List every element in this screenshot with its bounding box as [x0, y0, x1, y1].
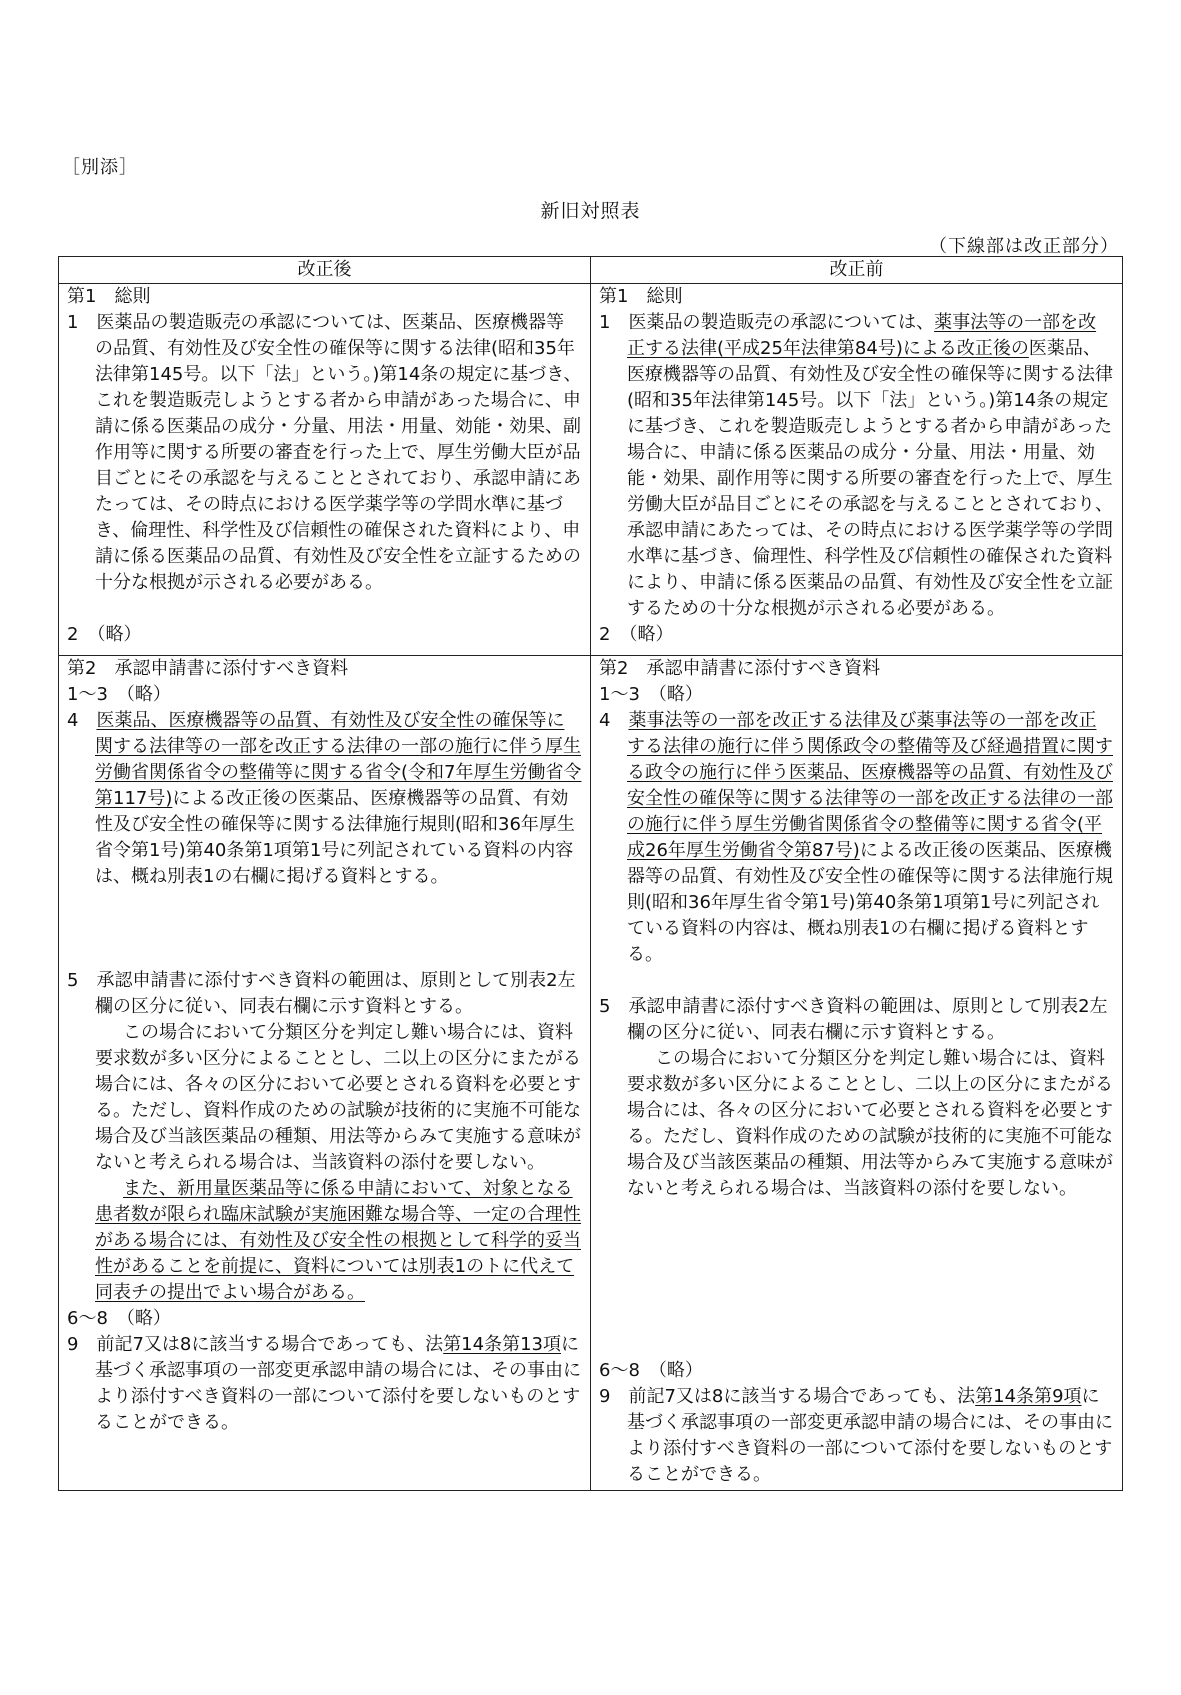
paragraph-6-8: 6～8 （略） — [67, 1308, 171, 1329]
text-plain: 9 前記7又は8に該当する場合であっても、法 — [67, 1334, 444, 1355]
paragraph-6-8: 6～8 （略） — [599, 1360, 703, 1381]
comparison-table — [58, 256, 1123, 1491]
paragraph-9 — [599, 1384, 1114, 1488]
text-plain: に基づく承認事項の一部変更承認申請の場合には、その事由により添付すべき資料の一部について添付を要しないものとすることができる。 — [627, 1386, 1113, 1485]
section-heading: 第1 総則 — [67, 286, 151, 307]
document-title: 新旧対照表 — [540, 200, 641, 222]
section-heading: 第2 承認申請書に添付すべき資料 — [67, 658, 349, 679]
amended-text: 第14条第13項 — [443, 1334, 561, 1355]
paragraph-1-3: 1～3 （略） — [67, 684, 171, 705]
text-plain: 4 — [599, 710, 629, 731]
text-plain: 4 — [67, 710, 97, 731]
amended-text: また、新用量医薬品等に係る申請において、対象となる患者数が限られ臨床試験が実施困難な場合等、一定の合理性がある場合には、有効性及び安全性の根拠として科学的妥当性があることを前提に、資料については別表1のトに代えて同表チの提出でよい場合がある。 — [95, 1178, 581, 1303]
paragraph-1: 1 医薬品の製造販売の承認については、医薬品、医療機器等の品質、有効性及び安全性の確保等に関する法律(昭和35年法律第145号。以下「法」という。)第14条の規定に基づき、これを製造販売しようとする者から申請があった場合に、申請に係る医薬品の成分・分量、用法・用量、効能・効果、副作用等に関する所要の審査を行った上で、厚生労働大臣が品目ごとにその承認を与えることとされており、承認申請にあたっては、その時点における医学薬学等の学問水準に基づき、倫理性、科学性及び信頼性の確保された資料により、申請に係る医薬品の品質、有効性及び安全性を立証するための十分な根拠が示される必要がある。 — [67, 312, 582, 593]
column-header-old: 改正前 — [591, 257, 1123, 284]
paragraph-5b: この場合において分類区分を判定し難い場合には、資料要求数が多い区分によることとし、二以上の区分にまたがる場合には、各々の区分において必要とされる資料を必要とする。ただし、資料作成のための試験が技術的に実施不可能な場合及び当該医薬品の種類、用法等からみて実施する意味がないと考えられる場合は、当該資料の添付を要しない。 — [627, 1048, 1113, 1199]
paragraph-1-3: 1～3 （略） — [599, 684, 703, 705]
attachment-label: ［別添］ — [62, 157, 138, 178]
text-plain: に基づく承認事項の一部変更承認申請の場合には、その事由により添付すべき資料の一部について添付を要しないものとすることができる。 — [95, 1334, 581, 1433]
paragraph-2: 2 （略） — [599, 624, 674, 645]
underline-note: （下線部は改正部分） — [929, 236, 1119, 257]
paragraph-4 — [67, 708, 582, 890]
paragraph-4 — [599, 708, 1114, 968]
paragraph-5b: この場合において分類区分を判定し難い場合には、資料要求数が多い区分によることとし、二以上の区分にまたがる場合には、各々の区分において必要とされる資料を必要とする。ただし、資料作成のための試験が技術的に実施不可能な場合及び当該医薬品の種類、用法等からみて実施する意味がないと考えられる場合は、当該資料の添付を要しない。 — [95, 1022, 581, 1173]
paragraph-5c — [67, 1176, 582, 1306]
cell-new-sec1 — [59, 284, 591, 656]
text-plain: 医薬品、医療機器等の品質、有効性及び安全性の確保等に関する法律(昭和35年法律第145号。以下「法」という。)第14条の規定に基づき、これを製造販売しようとする者から申請があった場合に、申請に係る医薬品の成分・分量、用法・用量、効能・効果、副作用等に関する所要の審査を行った上で、厚生労働大臣が品目ごとにその承認を与えることとされており、承認申請にあたっては、その時点における医学薬学等の学問水準に基づき、倫理性、科学性及び信頼性の確保された資料により、申請に係る医薬品の品質、有効性及び安全性を立証するための十分な根拠が示される必要がある。 — [627, 338, 1113, 619]
paragraph-9 — [67, 1332, 582, 1436]
cell-old-sec2 — [591, 656, 1123, 1491]
text-plain: による改正後の医薬品、医療機器等の品質、有効性及び安全性の確保等に関する法律施行規則(昭和36年厚生省令第1号)第40条第1項第1号に列記されている資料の内容は、概ね別表1の右欄に掲げる資料とする。 — [95, 788, 575, 887]
text-plain: 1 医薬品の製造販売の承認については、 — [599, 312, 935, 333]
paragraph-5: 5 承認申請書に添付すべき資料の範囲は、原則として別表2左欄の区分に従い、同表右欄に示す資料とする。 — [599, 996, 1108, 1043]
section-heading: 第2 承認申請書に添付すべき資料 — [599, 658, 881, 679]
section-heading: 第1 総則 — [599, 286, 683, 307]
paragraph-5: 5 承認申請書に添付すべき資料の範囲は、原則として別表2左欄の区分に従い、同表右欄に示す資料とする。 — [67, 970, 576, 1017]
amended-text: 薬事法等の一部を改正する法律及び薬事法等の一部を改正する法律の施行に伴う関係政令の整備等及び経過措置に関する政令の施行に伴う医薬品、医療機器等の品質、有効性及び安全性の確保等に関する法律等の一部を改正する法律の一部の施行に伴う厚生労働省関係省令の整備等に関する省令(平成26年厚生労働省令第87号) — [627, 710, 1113, 861]
amended-text: 医薬品、医療機器等の品質、有効性及び安全性の確保等に関する法律等の一部を改正する法律の一部の施行に伴う厚生労働省関係省令の整備等に関する省令(令和7年厚生労働省令第117号) — [95, 710, 582, 809]
table-header-row — [59, 257, 1123, 284]
cell-old-sec1 — [591, 284, 1123, 656]
paragraph-1 — [599, 310, 1114, 622]
text-plain: 9 前記7又は8に該当する場合であっても、法 — [599, 1386, 976, 1407]
text-plain: による改正後の医薬品、医療機器等の品質、有効性及び安全性の確保等に関する法律施行規則(昭和36年厚生省令第1号)第40条第1項第1号に列記されている資料の内容は、概ね別表1の右欄に掲げる資料とする。 — [627, 840, 1113, 965]
amended-text: 薬事法等の一部を改正する法律(平成25年法律第84号)による改正後の — [627, 312, 1097, 359]
column-header-new: 改正後 — [59, 257, 591, 284]
table-row — [59, 284, 1123, 656]
amended-text: 第14条第9項 — [975, 1386, 1082, 1407]
cell-new-sec2 — [59, 656, 591, 1491]
paragraph-2: 2 （略） — [67, 624, 142, 645]
table-row — [59, 656, 1123, 1491]
